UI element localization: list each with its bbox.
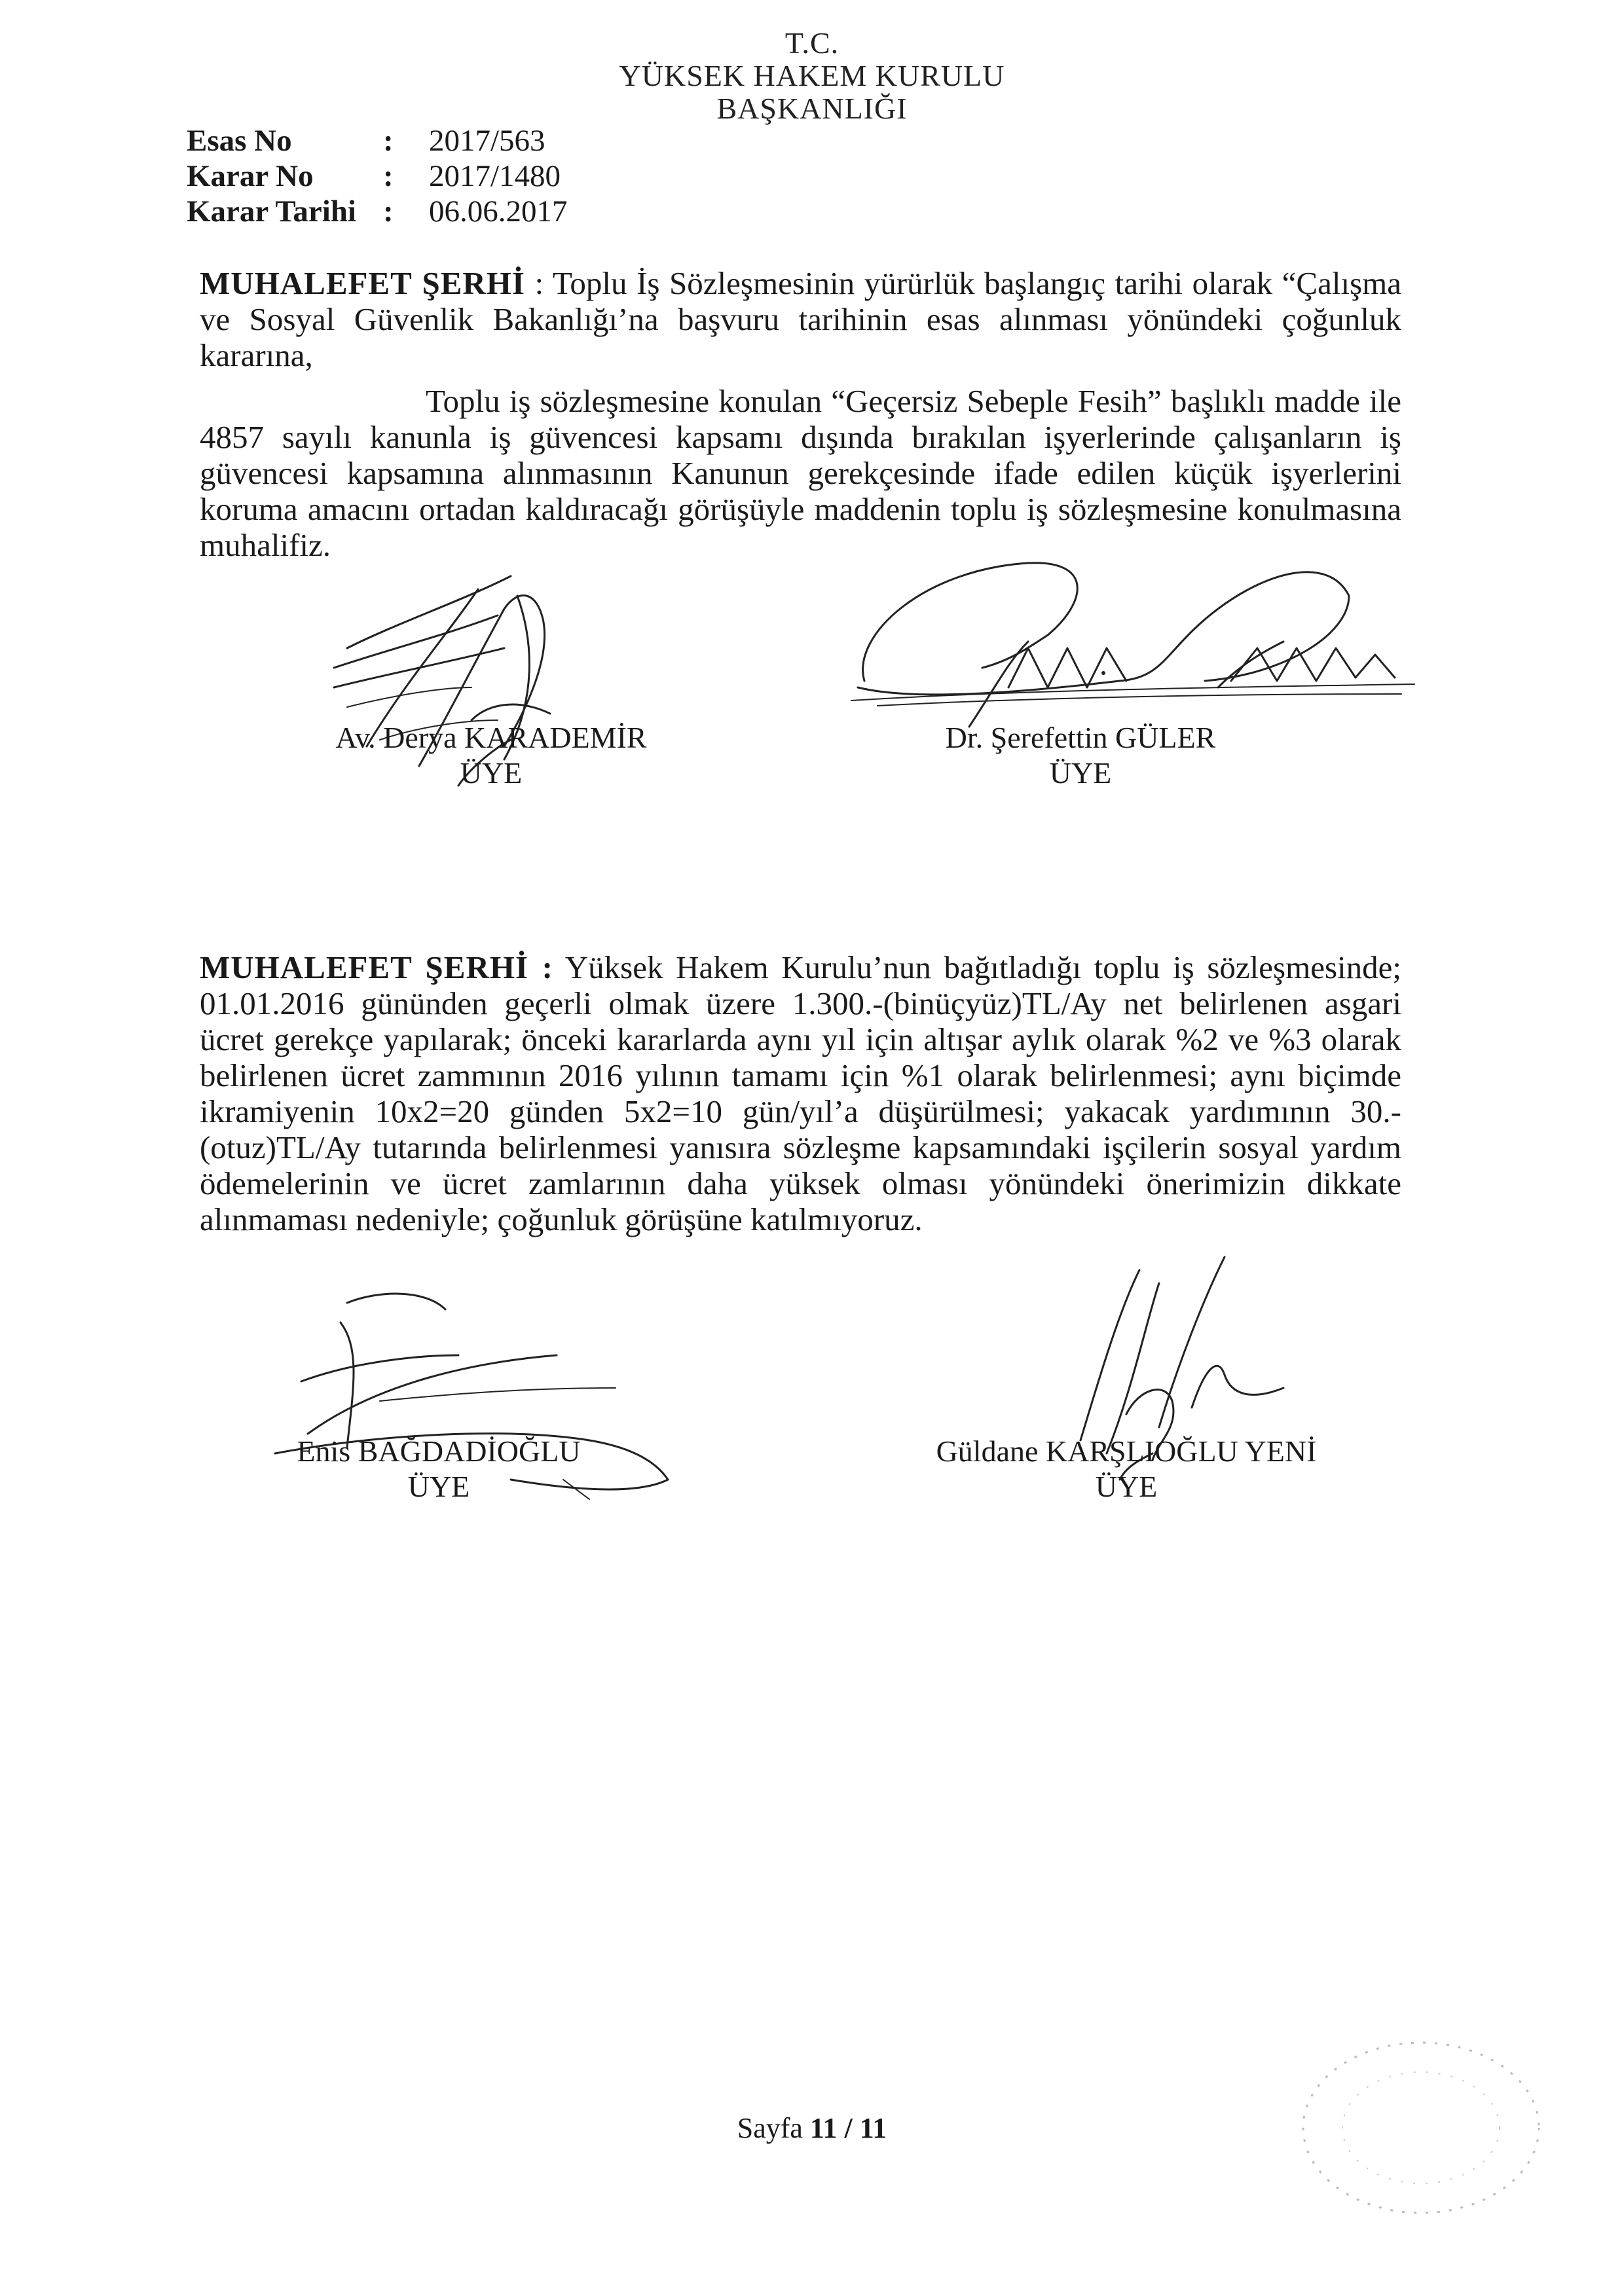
meta-row-tarih	[187, 194, 568, 229]
meta-row-karar	[187, 158, 568, 194]
dissent-paragraph-1	[200, 265, 1401, 373]
meta-row-esas	[187, 123, 568, 158]
meta-colon: :	[383, 159, 394, 193]
page-number	[0, 2111, 1624, 2145]
signer-role: ÜYE	[460, 756, 523, 790]
meta-value: 06.06.2017	[429, 194, 568, 228]
signer-name: Dr. Şerefettin GÜLER	[945, 721, 1216, 754]
meta-value: 2017/1480	[429, 159, 561, 193]
signer-name: Av. Derya KARADEMİR	[335, 721, 647, 754]
header-tc: T.C.	[784, 26, 840, 60]
dissent-text-1: : Toplu İş Sözleşmesinin yürürlük başlangıç tarihi olarak “Çalışma ve Sosyal Güvenlik Bakanlığı’na başvuru tarihinin esas alınması yönündeki çoğunluk kararına,	[200, 265, 1401, 373]
case-metadata	[187, 123, 568, 229]
signer-block-3	[242, 1434, 635, 1504]
dissent-heading-2: MUHALEFET ŞERHİ :	[200, 949, 553, 985]
dissent-text-2: Toplu iş sözleşmesine konulan “Geçersiz Sebeple Fesih” başlıklı madde ile 4857 sayılı kanunla iş güvencesi kapsamı dışında bırakılan işyerlerinde çalışanların iş güvencesi kapsamına alınmasının Kanunun gerekçesinde ifade edilen küçük işyerlerini koruma amacını ortadan kaldıracağı görüşüyle maddenin toplu iş sözleşmesine konulmasına muhalifiz.	[200, 383, 1401, 563]
meta-colon: :	[383, 124, 394, 158]
meta-label: Karar Tarihi	[187, 194, 356, 228]
signer-role: ÜYE	[1095, 1470, 1158, 1503]
signer-block-2	[884, 720, 1277, 791]
dissent-text-3: Yüksek Hakem Kurulu’nun bağıtladığı toplu iş sözleşmesinde; 01.01.2016 gününden geçerli olmak üzere 1.300.-(binüçyüz)TL/Ay net belirlenen asgari ücret gerekçe yapılarak; önceki kararlarda aynı yıl için altışar aylık olarak %2 ve %3 olarak belirlenen ücret zammının 2016 yılının tamamı için %1 olarak belirlenmesi; aynı biçimde ikramiyenin 10x2=20 günden 5x2=10 gün/yıl’a düşürülmesi; yakacak yardımının 30.-(otuz)TL/Ay tutarında belirlenmesi yanısıra sözleşme kapsamındaki işçilerin sosyal yardım ödemelerinin ve ücret zamlarının daha yüksek olması yönündeki önerimizin dikkate alınmaması nedeniyle; çoğunluk görüşüne katılmıyoruz.	[200, 949, 1401, 1237]
signer-name: Güldane KARŞLIOĞLU YENİ	[936, 1434, 1317, 1468]
signer-block-1	[295, 720, 688, 791]
signer-role: ÜYE	[407, 1470, 470, 1503]
signer-block-4	[897, 1434, 1356, 1504]
signer-role: ÜYE	[1049, 756, 1112, 790]
page-count: 11 / 11	[809, 2112, 887, 2144]
dissent-paragraph-3	[200, 949, 1401, 1237]
meta-value: 2017/563	[429, 124, 545, 158]
header-institution: YÜKSEK HAKEM KURULU	[619, 59, 1005, 92]
header-presidency: BAŞKANLIĞI	[716, 92, 908, 125]
dissent-heading: MUHALEFET ŞERHİ	[200, 265, 525, 301]
meta-label: Esas No	[187, 124, 292, 158]
meta-label: Karar No	[187, 159, 314, 193]
page-prefix: Sayfa	[737, 2112, 810, 2144]
signer-name: Enis BAĞDADİOĞLU	[297, 1434, 581, 1468]
meta-colon: :	[383, 194, 394, 228]
